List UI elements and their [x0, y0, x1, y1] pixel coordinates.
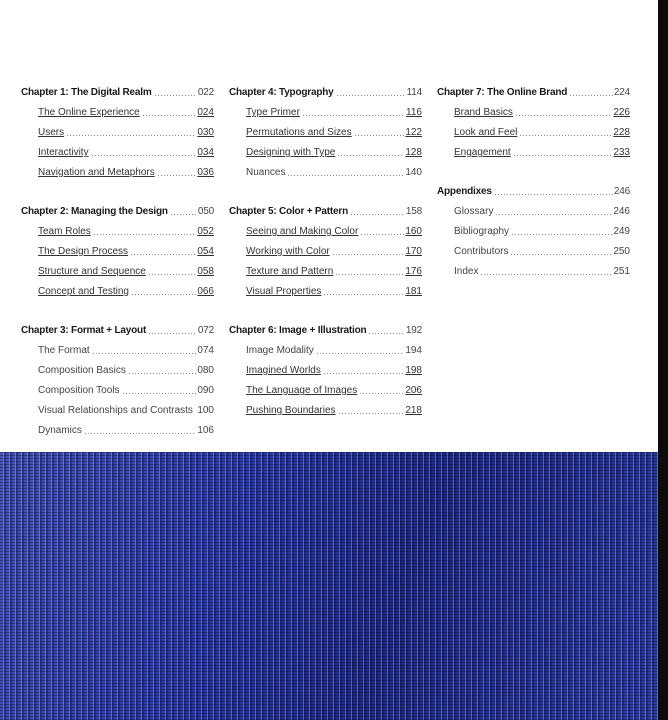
toc-entry[interactable] [21, 100, 214, 120]
toc-entry-page-number: 250 [613, 246, 630, 257]
toc-entry[interactable] [229, 358, 422, 378]
toc-chapter-heading [229, 199, 422, 219]
toc-column-2 [229, 80, 422, 418]
toc-entry[interactable] [21, 358, 214, 378]
toc-chapter-heading-label: Chapter 7: The Online Brand [437, 87, 568, 98]
dot-leader [350, 207, 405, 216]
dot-leader [494, 187, 613, 196]
toc-entry-label: Team Roles [38, 226, 91, 237]
toc-entry-page-number: 054 [197, 246, 214, 257]
toc-entry-label: The Language of Images [246, 385, 358, 396]
toc-chapter-heading-page-number: 158 [405, 206, 422, 217]
toc-entry-page-number: 090 [197, 385, 214, 396]
toc-chapter-heading-page-number: 022 [197, 87, 214, 98]
dot-leader [157, 168, 197, 177]
toc-entry-page-number: 246 [613, 206, 630, 217]
toc-chapter-heading-label: Appendixes [437, 186, 492, 197]
toc-entry[interactable] [21, 398, 214, 418]
toc-entry-label: The Design Process [38, 246, 129, 257]
toc-entry-label: Interactivity [38, 147, 89, 158]
dot-leader [92, 346, 197, 355]
dot-leader [495, 207, 612, 216]
toc-entry-label: Pushing Boundaries [246, 405, 336, 416]
toc-entry-label: Dynamics [38, 425, 82, 436]
dot-leader [360, 227, 404, 236]
dot-leader [336, 88, 406, 97]
toc-entry-page-number: 176 [405, 266, 422, 277]
toc-entry-page-number: 034 [197, 147, 214, 158]
toc-entry-page-number: 140 [405, 167, 422, 178]
toc-entry-page-number: 106 [197, 425, 214, 436]
toc-entry[interactable] [21, 219, 214, 239]
toc-entry[interactable] [21, 239, 214, 259]
toc-column-1 [21, 80, 214, 438]
toc-entry-page-number: 066 [197, 286, 214, 297]
toc-entry-label: Index [454, 266, 479, 277]
dot-leader [354, 128, 405, 137]
toc-entry[interactable] [229, 338, 422, 358]
toc-chapter-heading-page-number: 072 [197, 325, 214, 336]
toc-entry[interactable] [437, 219, 630, 239]
toc-chapter-heading-page-number: 114 [406, 87, 422, 98]
toc-entry[interactable] [21, 378, 214, 398]
dot-leader [302, 108, 405, 117]
toc-entry-label: Concept and Testing [38, 286, 129, 297]
toc-chapter-heading [437, 80, 630, 100]
toc-chapter-heading-label: Chapter 1: The Digital Realm [21, 87, 152, 98]
toc-entry-page-number: 128 [405, 147, 422, 158]
toc-entry-label: The Online Experience [38, 107, 140, 118]
toc-entry[interactable] [229, 398, 422, 418]
toc-entry[interactable] [437, 199, 630, 219]
toc-entry-page-number: 058 [197, 266, 214, 277]
toc-entry-label: Imagined Worlds [246, 365, 321, 376]
toc-entry-page-number: 249 [613, 226, 630, 237]
toc-entry-label: Nuances [246, 167, 286, 178]
section-gap [229, 299, 422, 318]
toc-entry[interactable] [437, 259, 630, 279]
toc-entry-page-number: 233 [613, 147, 630, 158]
toc-entry[interactable] [229, 259, 422, 279]
toc-entry-page-number: 228 [613, 127, 630, 138]
toc-entry-label: Contributors [454, 246, 509, 257]
toc-entry-label: Visual Properties [246, 286, 322, 297]
section-gap [21, 299, 214, 318]
toc-chapter-heading [229, 318, 422, 338]
toc-entry[interactable] [229, 279, 422, 299]
toc-entry[interactable] [21, 418, 214, 438]
toc-entry[interactable] [437, 140, 630, 160]
toc-chapter-heading [21, 80, 214, 100]
page-edge-shadow [658, 0, 668, 720]
toc-entry-label: Designing with Type [246, 147, 336, 158]
toc-chapter-heading-label: Chapter 5: Color + Pattern [229, 206, 348, 217]
toc-entry-page-number: 036 [197, 167, 214, 178]
dot-leader [287, 168, 404, 177]
toc-entry-label: Composition Basics [38, 365, 126, 376]
dot-leader [148, 267, 196, 276]
section-gap [21, 180, 214, 199]
toc-entry[interactable] [229, 239, 422, 259]
toc-entry-label: Structure and Sequence [38, 266, 146, 277]
dot-leader [515, 108, 612, 117]
toc-entry-label: Working with Color [246, 246, 330, 257]
toc-entry-page-number: 206 [405, 385, 422, 396]
toc-entry[interactable] [21, 338, 214, 358]
toc-entry[interactable] [229, 140, 422, 160]
dot-leader [569, 88, 613, 97]
toc-chapter-heading-label: Chapter 4: Typography [229, 87, 334, 98]
dot-leader [323, 287, 404, 296]
dot-leader [154, 88, 197, 97]
toc-entry-page-number: 030 [197, 127, 214, 138]
section-gap [229, 180, 422, 199]
toc-entry-label: Image Modality [246, 345, 314, 356]
toc-entry[interactable] [229, 378, 422, 398]
toc-entry-page-number: 251 [613, 266, 630, 277]
toc-column-3 [437, 80, 630, 279]
toc-entry-label: Navigation and Metaphors [38, 167, 155, 178]
toc-entry-label: Seeing and Making Color [246, 226, 359, 237]
toc-entry-page-number: 080 [197, 365, 214, 376]
dot-leader [128, 366, 197, 375]
toc-entry[interactable] [21, 140, 214, 160]
toc-entry-label: Permutations and Sizes [246, 127, 352, 138]
toc-entry-page-number: 160 [405, 226, 422, 237]
toc-entry-label: Brand Basics [454, 107, 513, 118]
dot-leader [91, 148, 197, 157]
dot-leader [519, 128, 612, 137]
toc-entry[interactable] [229, 160, 422, 180]
dot-leader [122, 386, 197, 395]
toc-entry[interactable] [229, 219, 422, 239]
toc-entry-label: Engagement [454, 147, 511, 158]
toc-entry-page-number: 024 [197, 107, 214, 118]
dot-leader [93, 227, 197, 236]
toc-entry-label: The Format [38, 345, 90, 356]
toc-entry-page-number: 194 [405, 345, 422, 356]
toc-entry[interactable] [21, 120, 214, 140]
toc-entry[interactable] [21, 279, 214, 299]
toc-entry-page-number: 074 [197, 345, 214, 356]
dot-leader [337, 148, 404, 157]
toc-chapter-heading-label: Chapter 3: Format + Layout [21, 325, 147, 336]
toc-entry-page-number: 052 [197, 226, 214, 237]
toc-entry-label: Composition Tools [38, 385, 120, 396]
dot-leader [323, 366, 404, 375]
toc-chapter-heading [437, 179, 630, 199]
toc-chapter-heading-label: Chapter 2: Managing the Design [21, 206, 168, 217]
dot-leader [332, 247, 405, 256]
toc-entry-label: Glossary [454, 206, 494, 217]
toc-entry-label: Users [38, 127, 65, 138]
section-gap [437, 160, 630, 179]
dot-leader [148, 326, 197, 335]
toc-entry[interactable] [21, 160, 214, 180]
dot-leader [84, 426, 196, 435]
dot-leader [195, 406, 196, 415]
toc-entry-label: Type Primer [246, 107, 300, 118]
dot-leader [513, 148, 613, 157]
dot-leader [359, 386, 404, 395]
toc-entry-page-number: 198 [405, 365, 422, 376]
toc-entry[interactable] [229, 100, 422, 120]
toc-chapter-heading-page-number: 192 [405, 325, 422, 336]
dot-leader [142, 108, 197, 117]
toc-entry-label: Texture and Pattern [246, 266, 334, 277]
toc-entry-page-number: 181 [405, 286, 422, 297]
toc-entry-page-number: 116 [406, 107, 422, 118]
screen-pixel-texture [0, 452, 658, 720]
toc-entry-page-number: 100 [197, 405, 214, 416]
dot-leader [316, 346, 405, 355]
dot-leader [480, 267, 612, 276]
toc-entry-label: Look and Feel [454, 127, 518, 138]
toc-chapter-heading [21, 199, 214, 219]
dot-leader [368, 326, 404, 335]
dot-leader [335, 267, 404, 276]
dot-leader [511, 227, 612, 236]
toc-chapter-heading [229, 80, 422, 100]
toc-entry-page-number: 170 [405, 246, 422, 257]
toc-entry[interactable] [437, 239, 630, 259]
toc-chapter-heading [21, 318, 214, 338]
toc-entry-label: Bibliography [454, 226, 510, 237]
toc-chapter-heading-page-number: 050 [197, 206, 214, 217]
toc-entry-page-number: 218 [405, 405, 422, 416]
toc-entry[interactable] [437, 100, 630, 120]
dot-leader [338, 406, 405, 415]
dot-leader [66, 128, 196, 137]
toc-entry-page-number: 122 [405, 127, 422, 138]
toc-chapter-heading-page-number: 246 [613, 186, 630, 197]
toc-entry-label: Visual Relationships and Contrasts [38, 405, 193, 416]
dot-leader [510, 247, 612, 256]
toc-entry[interactable] [21, 259, 214, 279]
dot-leader [130, 247, 196, 256]
dot-leader [170, 207, 197, 216]
toc-chapter-heading-label: Chapter 6: Image + Illustration [229, 325, 367, 336]
toc-entry[interactable] [437, 120, 630, 140]
dot-leader [131, 287, 196, 296]
toc-entry[interactable] [229, 120, 422, 140]
toc-chapter-heading-page-number: 224 [613, 87, 630, 98]
toc-entry-page-number: 226 [613, 107, 630, 118]
